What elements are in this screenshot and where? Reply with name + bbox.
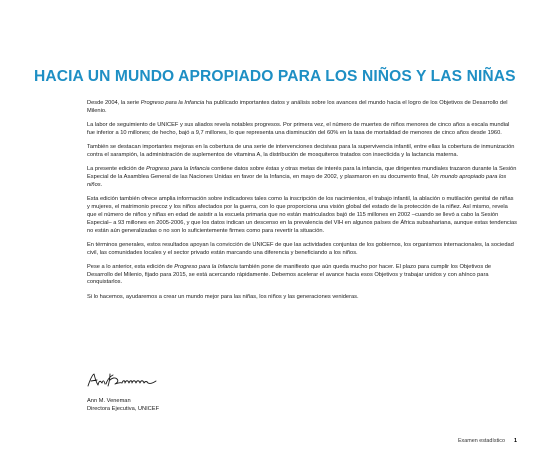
letter-body xyxy=(87,100,517,308)
signer-title: Directora Ejecutiva, UNICEF xyxy=(87,406,160,413)
paragraph-3: También se destacan importantes mejoras en la cobertura de una serie de intervenciones decisivas para la supervivencia infantil, entre ellas la cobertura de inmunización contra el sarampión, la administración de suplementos de vitamina A, la distribución de mosquiteros tratados con insecticida y la lactancia materna. xyxy=(87,144,515,158)
paragraph-4 xyxy=(87,166,517,190)
publication-title: Progreso para la Infancia xyxy=(140,100,205,106)
paragraph-5: Esta edición también ofrece amplia información sobre indicadores tales como la inscripción de los nacimientos, el trabajo infantil, la ablación o mutilación genital de niñas y mujeres, el matrimonio precoz y los niños afectados por la guerra, con lo que proporciona una visión global del estado de la protección de la niñez. Así mismo, revela que el número de niños y niñas en edad de asistir a la escuela primaria que no están matriculados bajó de 115 millones en 2002 –cuando se llevó a cabo la Sesión Especial– a 93 millones en 2005-2006, y que los datos indican un descenso en la prevalencia del VIH en algunos países de África subsahariana, aunque estas tendencias no están aún generalizadas o no son lo suficientemente firmes como para revertir la situación. xyxy=(87,195,518,234)
paragraph-2: La labor de seguimiento de UNICEF y sus aliados revela notables progresos. Por primera vez, el número de muertes de niños menores de cinco años a escala mundial fue inferior a 10 millones; de hecho, bajó a 9,7 millones, lo que representa una disminución del 60% en la tasa de mortalidad de menores de cinco años desde 1960. xyxy=(87,122,510,136)
signature-block xyxy=(87,397,159,414)
paragraph-7-text-a: Pese a lo anterior, esta edición de xyxy=(87,263,175,270)
page-footer xyxy=(458,438,517,444)
paragraph-4-text-a: La presente edición de xyxy=(87,166,147,172)
paragraph-1-text-a: Desde 2004, la serie xyxy=(87,100,141,106)
handwritten-signature xyxy=(86,370,158,390)
paragraph-4-text-b: contiene datos sobre éstas y otras metas de interés para la infancia, que dirigentes mundiales trazaron durante la Sesión Especial de la Asamblea General de las Naciones Unidas en favor de la Infancia, en mayo de 2002, y plasmaron en su documento final, xyxy=(87,166,517,180)
paragraph-6: En términos generales, estos resultados apoyan la convicción de UNICEF de que las actividades conjuntas de los gobiernos, los organismos internacionales, la sociedad civil, las comunidades locales y el sector privado están marcando una diferencia y beneficiando a los niños. xyxy=(87,241,514,256)
paragraph-7-text-b: también pone de manifiesto que aún queda mucho por hacer. El plazo para cumplir los Objetivos de Desarrollo del Milenio, fijado para 2015, se está acercando rápidamente. Debemos acelerar el avance hacia esos Objetivos y trabajar unidos y con ahínco para conquistarlos. xyxy=(87,263,492,286)
page-number: 1 xyxy=(514,438,517,444)
signer-name: Ann M. Veneman xyxy=(87,398,131,404)
document-title: Un mundo apropiado para los niños xyxy=(87,173,507,188)
paragraph-7 xyxy=(87,264,517,288)
paragraph-8: Si lo hacemos, ayudaremos a crear un mundo mejor para las niñas, los niños y las generaciones venideras. xyxy=(87,293,359,300)
paragraph-1-text-b: ha publicado importantes datos y análisis sobre los avances del mundo hacia el logro de los Objetivos de Desarrollo del Milenio. xyxy=(87,100,508,114)
paragraph-4-text-c: . xyxy=(100,181,103,188)
paragraph-1 xyxy=(87,100,517,116)
page-title: HACIA UN MUNDO APROPIADO PARA LOS NIÑOS Y LAS NIÑAS xyxy=(34,68,516,85)
publication-title: Progreso para la Infancia xyxy=(174,263,238,270)
publication-title: Progreso para la Infancia xyxy=(146,166,210,172)
footer-label: Examen estadístico xyxy=(457,438,505,444)
